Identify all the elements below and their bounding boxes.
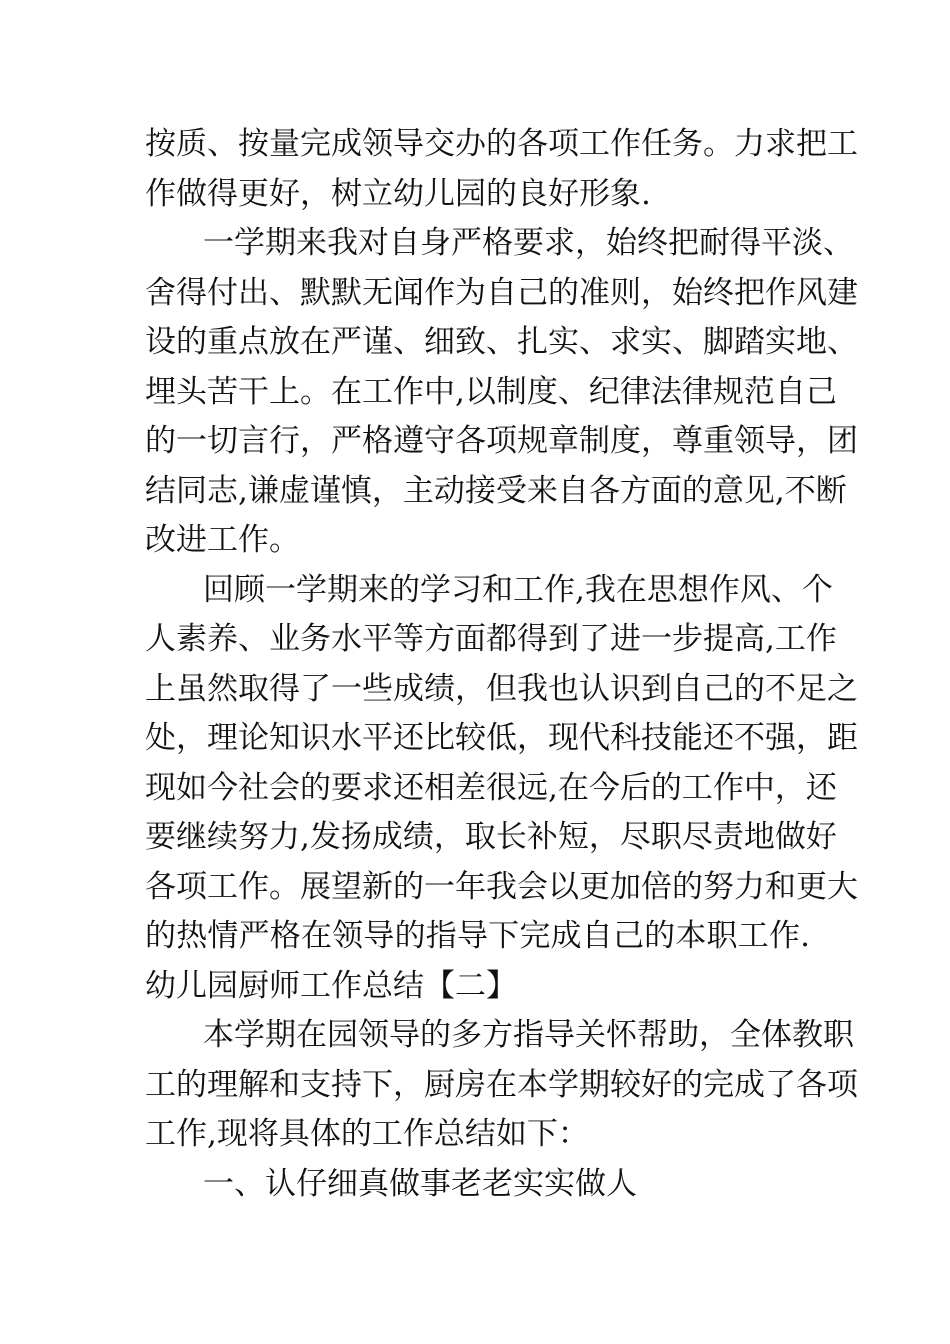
paragraph-3 (145, 566, 858, 962)
text-line: 工的理解和支持下，厨房在本学期较好的完成了各项 (145, 1066, 858, 1103)
text-line: 一、认仔细真做事老老实实做人 (203, 1165, 637, 1202)
text-line: 回顾一学期来的学习和工作,我在思想作风、个 (203, 571, 833, 608)
text-line: 的热情严格在领导的指导下完成自己的本职工作. (145, 918, 810, 954)
section-heading (145, 962, 810, 1012)
text-line: 上虽然取得了一些成绩，但我也认识到自己的不足之 (145, 670, 858, 707)
paragraph-2 (145, 219, 858, 566)
text-line: 设的重点放在严谨、细致、扎实、求实、脚踏实地、 (145, 324, 858, 360)
text-line: 作做得更好，树立幼儿园的良好形象. (145, 175, 651, 212)
paragraph-4 (145, 1011, 858, 1160)
text-line: 工作,现将具体的工作总结如下： (145, 1116, 589, 1152)
paragraph-5 (145, 1160, 810, 1210)
text-line: 人素养、业务水平等方面都得到了进一步提高,工作 (145, 621, 837, 657)
text-line: 处，理论知识水平还比较低，现代科技能还不强，距 (145, 720, 858, 756)
text-line: 各项工作。展望新的一年我会以更加倍的努力和更大 (145, 868, 858, 905)
text-line: 结同志,谦虚谨慎，主动接受来自各方面的意见,不断 (145, 472, 847, 509)
paragraph-1 (145, 120, 858, 219)
text-line: 要继续努力,发扬成绩，取长补短，尽职尽责地做好 (145, 819, 837, 855)
text-line: 舍得付出、默默无闻作为自己的准则，始终把作风建 (145, 274, 858, 311)
text-line: 本学期在园领导的多方指导关怀帮助，全体教职 (203, 1017, 854, 1053)
text-line: 现如今社会的要求还相差很远,在今后的工作中，还 (145, 769, 837, 806)
text-line: 埋头苦干上。在工作中,以制度、纪律法律规范自己 (145, 373, 837, 410)
heading-line: 幼儿园厨师工作总结【二】 (145, 967, 517, 1004)
text-line: 的一切言行，严格遵守各项规章制度，尊重领导，团 (145, 423, 858, 459)
text-line: 一学期来我对自身严格要求，始终把耐得平淡、 (203, 225, 854, 261)
text-line: 改进工作。 (145, 522, 300, 558)
document-body (145, 120, 858, 1209)
text-line: 按质、按量完成领导交办的各项工作任务。力求把工 (145, 126, 858, 162)
